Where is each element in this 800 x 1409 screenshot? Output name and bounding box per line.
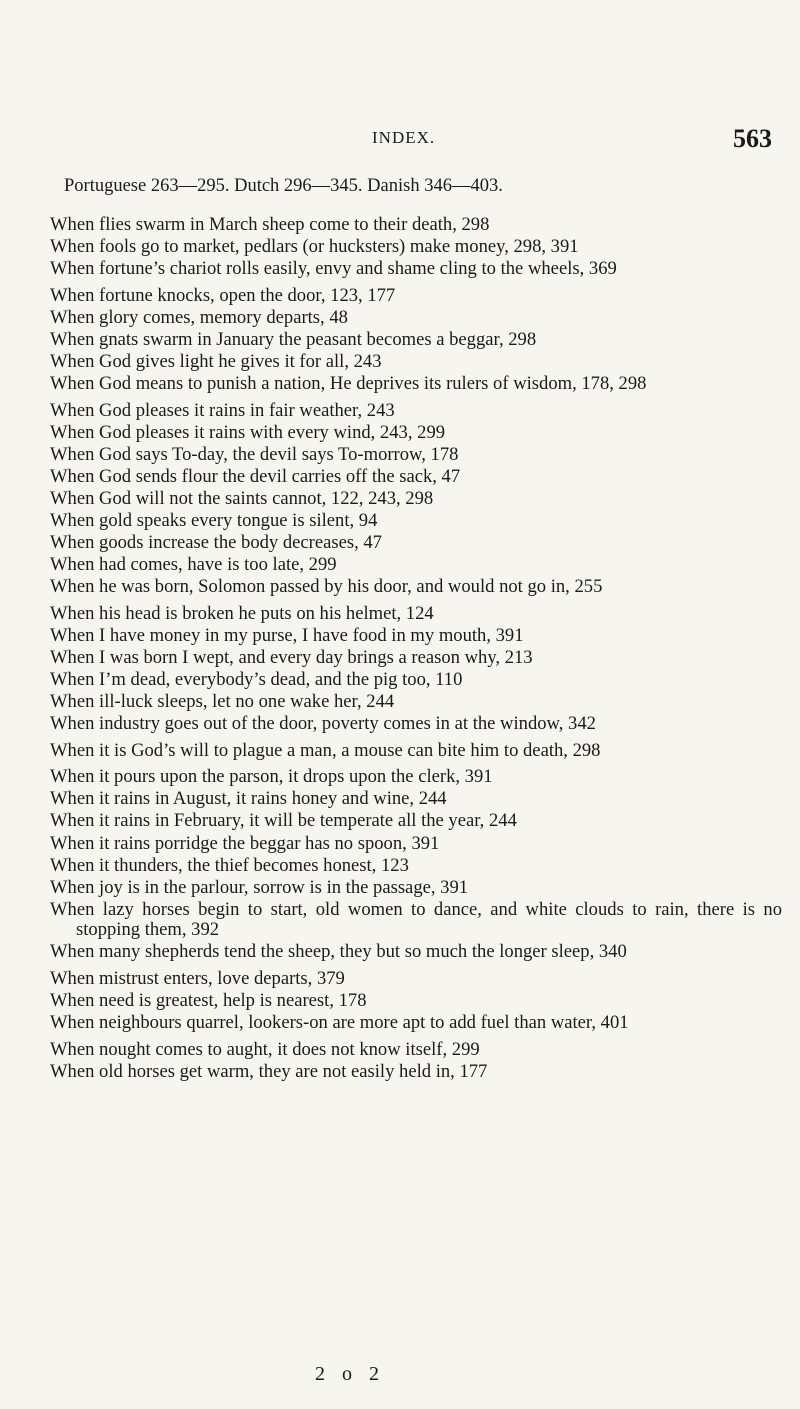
index-entry: When God pleases it rains with every wind, 243, 299 [50, 421, 446, 443]
index-entry: When had comes, have is too late, 299 [50, 554, 337, 576]
index-entry: When fortune’s chariot rolls easily, envy and shame cling to the wheels, 369 [50, 258, 617, 280]
index-entry: When nought comes to aught, it does not know itself, 299 [50, 1038, 480, 1060]
index-entry: When need is greatest, help is nearest, 178 [50, 990, 367, 1012]
index-entry: When flies swarm in March sheep come to their death, 298 [50, 214, 490, 235]
index-entry: When mistrust enters, love departs, 379 [50, 967, 345, 989]
index-entry: When glory comes, memory departs, 48 [50, 306, 348, 328]
index-entry: When goods increase the body decreases, 47 [50, 532, 382, 554]
page-number: 563 [733, 124, 772, 153]
index-entry: When fools go to market, pedlars (or hucksters) make money, 298, 391 [50, 236, 579, 258]
printer-signature: 2 o 2 [315, 1363, 385, 1385]
running-head [0, 124, 800, 158]
index-entry: When gnats swarm in January the peasant becomes a beggar, 298 [50, 328, 537, 350]
running-head-title: INDEX. [372, 128, 436, 147]
index-entry: When it rains in August, it rains honey and wine, 244 [50, 788, 447, 810]
index-entry: When joy is in the parlour, sorrow is in the passage, 391 [50, 876, 469, 898]
index-entry-list [50, 215, 782, 1084]
index-entry: When gold speaks every tongue is silent, 94 [50, 510, 378, 532]
index-entry: When it rains in February, it will be temperate all the year, 244 [50, 810, 517, 832]
index-entry: When it thunders, the thief becomes honest, 123 [50, 854, 409, 876]
index-entry: When God pleases it rains in fair weather, 243 [50, 399, 395, 421]
index-entry: When old horses get warm, they are not easily held in, 177 [50, 1060, 488, 1082]
index-entry: When industry goes out of the door, poverty comes in at the window, 342 [50, 713, 596, 735]
index-entry: When God sends flour the devil carries off the sack, 47 [50, 465, 461, 487]
index-entry: When I have money in my purse, I have food in my mouth, 391 [50, 624, 524, 646]
index-entry: When he was born, Solomon passed by his door, and would not go in, 255 [50, 576, 603, 598]
index-entry: When it is God’s will to plague a man, a mouse can bite him to death, 298 [50, 739, 601, 761]
index-entry: When it rains porridge the beggar has no spoon, 391 [50, 832, 440, 854]
index-entry: When it pours upon the parson, it drops upon the clerk, 391 [50, 766, 493, 788]
index-entry: When neighbours quarrel, lookers-on are more apt to add fuel than water, 401 [50, 1012, 629, 1034]
index-entry: When God gives light he gives it for all, 243 [50, 350, 382, 372]
index-entry: When fortune knocks, open the door, 123, 177 [50, 284, 396, 306]
index-entry: When God will not the saints cannot, 122, 243, 298 [50, 487, 434, 509]
section-subheading: Portuguese 263—295. Dutch 296—345. Danish 346—403. [64, 176, 503, 196]
index-entry: When lazy horses begin to start, old women to dance, and white clouds to rain, there is no stopping them, 392 [50, 898, 782, 941]
index-entry: When God means to punish a nation, He deprives its rulers of wisdom, 178, 298 [50, 373, 647, 395]
index-entry: When I’m dead, everybody’s dead, and the pig too, 110 [50, 669, 463, 691]
index-entry: When ill-luck sleeps, let no one wake her, 244 [50, 691, 395, 713]
index-entry: When his head is broken he puts on his helmet, 124 [50, 602, 434, 624]
index-entry: When I was born I wept, and every day brings a reason why, 213 [50, 647, 533, 668]
index-entry: When God says To-day, the devil says To-morrow, 178 [50, 443, 459, 465]
index-entry: When many shepherds tend the sheep, they but so much the longer sleep, 340 [50, 941, 627, 963]
